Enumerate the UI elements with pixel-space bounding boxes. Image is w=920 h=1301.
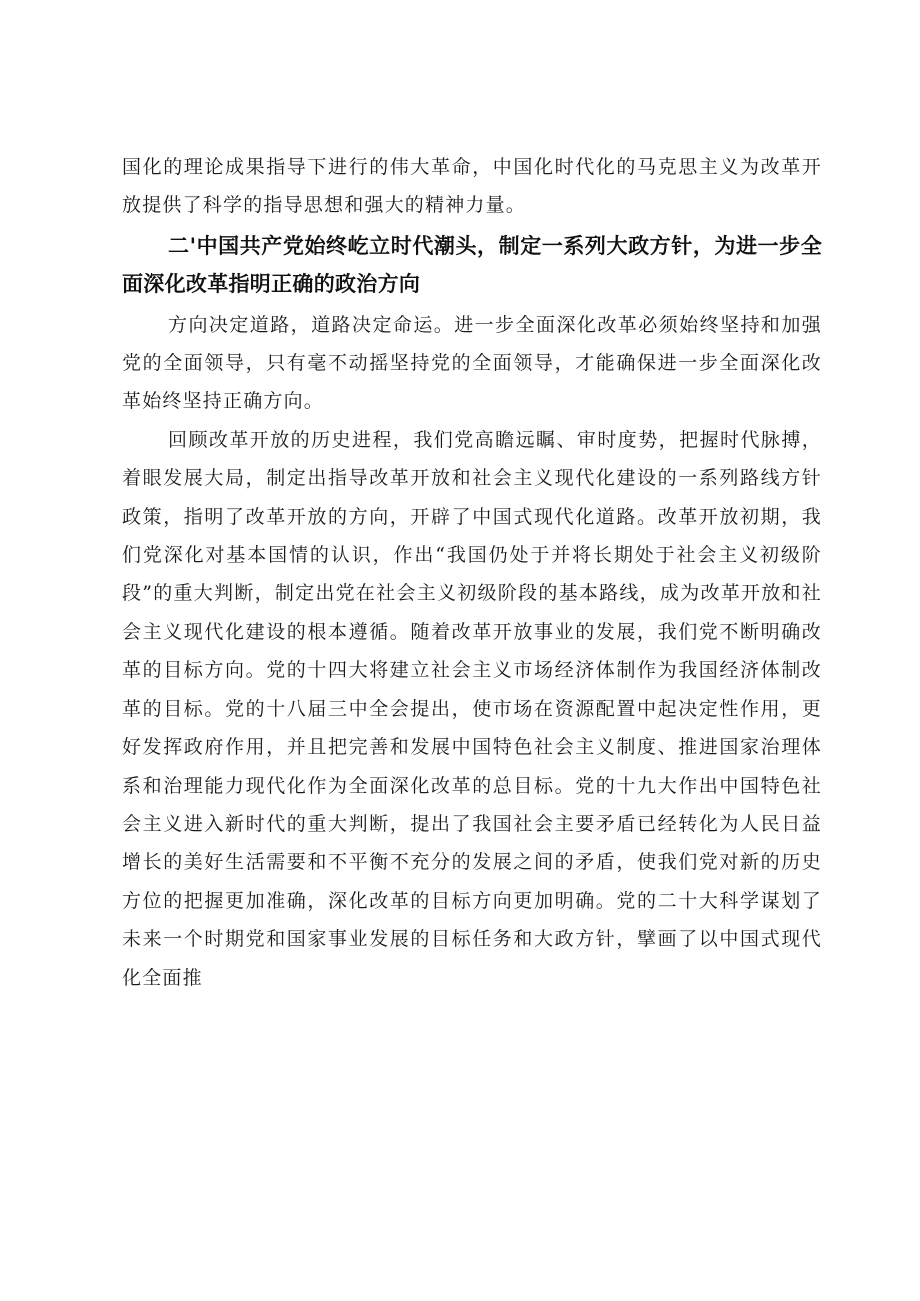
document-body (122, 148, 822, 997)
section-heading: 二'中国共产党始终屹立时代潮头，制定一系列大政方针，为进一步全面深化改革指明正确的政治方向 (122, 233, 822, 297)
paragraph-history: 回顾改革开放的历史进程，我们党高瞻远瞩、审时度势，把握时代脉搏，着眼发展大局，制定出指导改革开放和社会主义现代化建设的一系列路线方针政策，指明了改革开放的方向，开辟了中国式现代化道路。改革开放初期，我们党深化对基本国情的认识，作出“我国仍处于并将长期处于社会主义初级阶段”的重大判断，制定出党在社会主义初级阶段的基本路线，成为改革开放和社会主义现代化建设的根本遵循。随着改革开放事业的发展，我们党不断明确改革的目标方向。党的十四大将建立社会主义市场经济体制作为我国经济体制改革的目标。党的十八届三中全会提出，使市场在资源配置中起决定性作用，更好发挥政府作用，并且把完善和发展中国特色社会主义制度、推进国家治理体系和治理能力现代化作为全面深化改革的总目标。党的十九大作出中国特色社会主义进入新时代的重大判断，提出了我国社会主要矛盾已经转化为人民日益增长的美好生活需要和不平衡不充分的发展之间的矛盾，使我们党对新的历史方位的把握更加准确，深化改革的目标方向更加明确。党的二十大科学谋划了未来一个时期党和国家事业发展的目标任务和大政方针，擘画了以中国式现代化全面推 (122, 428, 822, 989)
paragraph-continuation: 国化的理论成果指导下进行的伟大革命，中国化时代化的马克思主义为改革开放提供了科学的指导思想和强大的精神力量。 (122, 156, 822, 217)
paragraph-direction: 方向决定道路，道路决定命运。进一步全面深化改革必须始终坚持和加强党的全面领导，只有毫不动摇坚持党的全面领导，才能确保进一步全面深化改革始终坚持正确方向。 (122, 313, 822, 413)
